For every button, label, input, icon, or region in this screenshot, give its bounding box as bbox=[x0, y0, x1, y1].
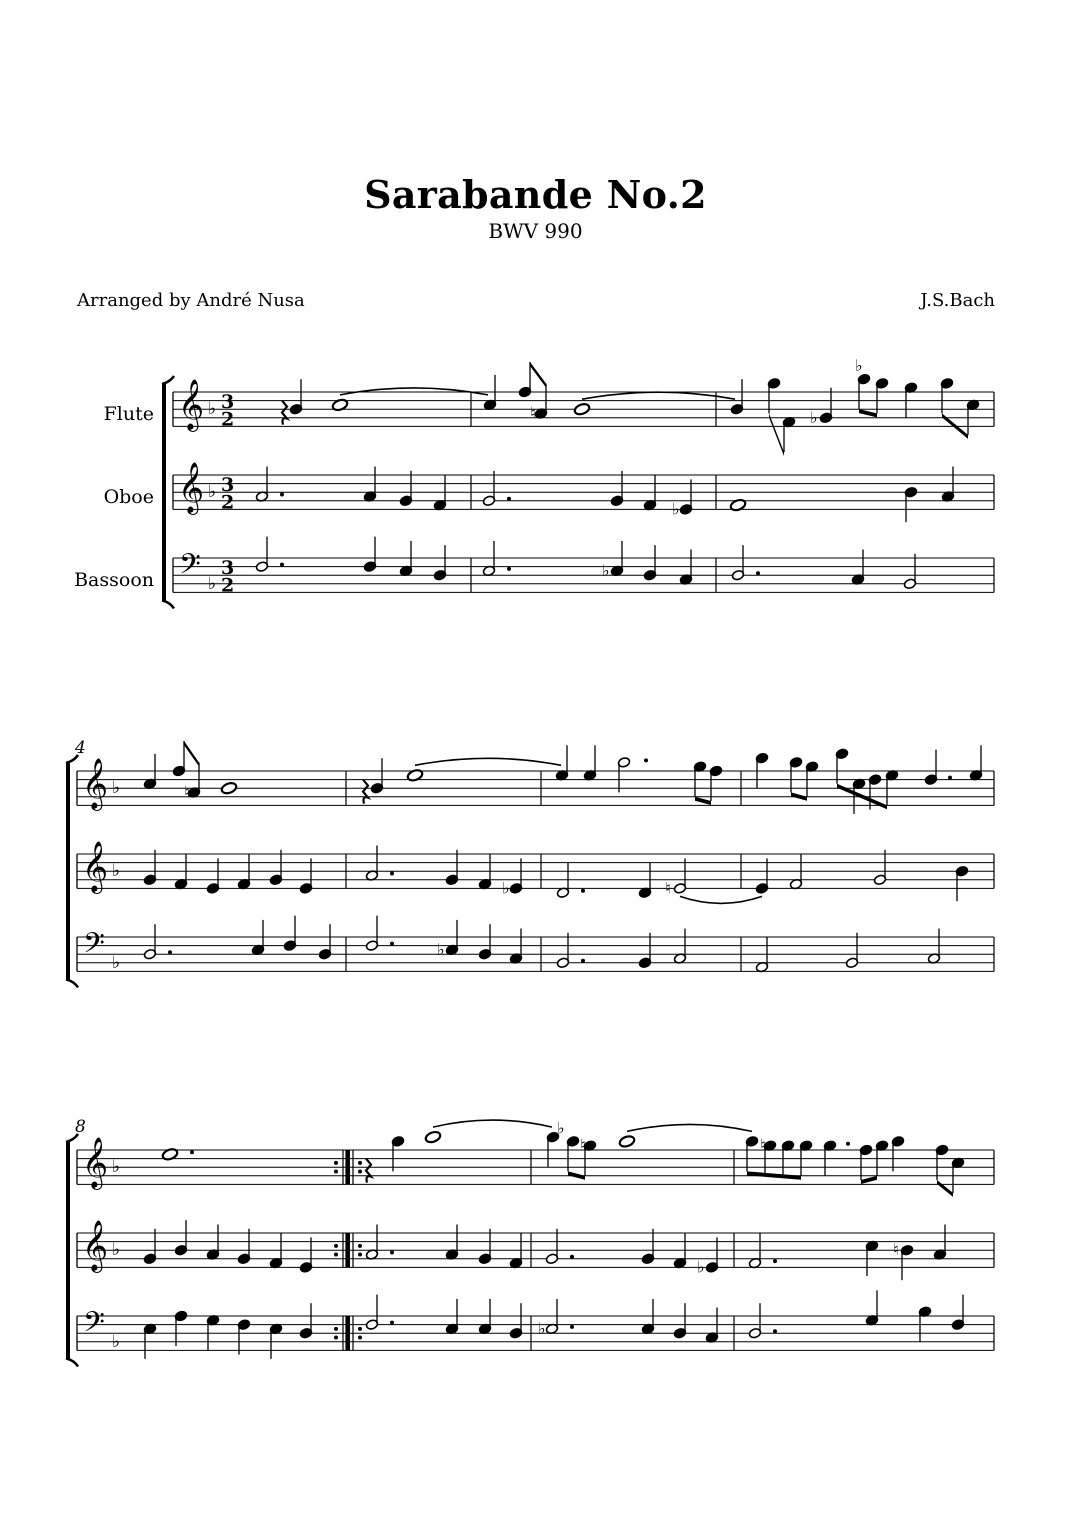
bracket-hook-top bbox=[162, 376, 174, 384]
note bbox=[318, 924, 331, 960]
note bbox=[206, 1315, 219, 1351]
augmentation-dot bbox=[358, 1170, 362, 1174]
note bbox=[363, 537, 376, 573]
note bbox=[269, 1233, 282, 1269]
note bbox=[143, 1229, 156, 1265]
note-head bbox=[161, 1147, 178, 1161]
note bbox=[478, 924, 491, 960]
note bbox=[299, 1303, 312, 1339]
flat-accidental: ♭ bbox=[855, 356, 863, 376]
note bbox=[679, 550, 692, 586]
flat-accidental: ♭ bbox=[697, 1257, 705, 1277]
note bbox=[237, 1229, 250, 1265]
augmentation-dot bbox=[644, 758, 648, 762]
augmentation-dot bbox=[334, 1170, 338, 1174]
key-signature-flat: ♭ bbox=[112, 1157, 121, 1178]
time-signature-denominator: 2 bbox=[221, 408, 235, 431]
augmentation-dot bbox=[390, 1251, 394, 1255]
note-head bbox=[424, 1130, 441, 1144]
note bbox=[556, 863, 569, 899]
key-signature-flat: ♭ bbox=[208, 573, 217, 594]
augmentation-dot bbox=[581, 959, 585, 963]
note bbox=[951, 1295, 964, 1331]
quarter-rest bbox=[282, 401, 287, 425]
beam bbox=[859, 409, 877, 417]
augmentation-dot bbox=[358, 1161, 362, 1165]
note bbox=[255, 537, 268, 573]
augmentation-dot bbox=[334, 1244, 338, 1248]
note bbox=[904, 382, 917, 418]
note bbox=[445, 1299, 458, 1335]
augmentation-dot bbox=[280, 563, 284, 567]
note bbox=[509, 1233, 522, 1269]
bracket-hook-bottom bbox=[162, 600, 174, 608]
note bbox=[875, 378, 888, 414]
augmentation-dot bbox=[358, 1253, 362, 1257]
augmentation-dot bbox=[390, 1321, 394, 1325]
note bbox=[643, 545, 656, 581]
bass-clef: 𝄢 bbox=[83, 1306, 105, 1346]
measure-number: 4 bbox=[75, 738, 86, 758]
augmentation-dot bbox=[390, 872, 394, 876]
measure-number: 8 bbox=[75, 1117, 86, 1137]
bracket-hook-bottom bbox=[66, 1358, 78, 1366]
augmentation-dot bbox=[507, 567, 511, 571]
note bbox=[641, 1299, 654, 1335]
note bbox=[679, 479, 692, 515]
note bbox=[174, 854, 187, 890]
key-signature-flat: ♭ bbox=[112, 778, 121, 799]
note bbox=[805, 761, 818, 797]
note bbox=[445, 1225, 458, 1261]
note bbox=[445, 850, 458, 886]
note bbox=[365, 1225, 378, 1261]
augmentation-dot bbox=[773, 1329, 777, 1333]
note bbox=[705, 1308, 718, 1344]
note bbox=[748, 1303, 761, 1339]
note bbox=[610, 471, 623, 507]
system-bracket bbox=[66, 1142, 70, 1358]
note bbox=[399, 541, 412, 577]
flat-accidental: ♭ bbox=[810, 407, 818, 427]
note bbox=[289, 379, 302, 415]
note bbox=[424, 1130, 441, 1144]
treble-clef: 𝄞 bbox=[82, 1220, 109, 1271]
augmentation-dot bbox=[507, 497, 511, 501]
tie bbox=[433, 1120, 552, 1127]
note bbox=[924, 750, 937, 786]
note bbox=[555, 745, 568, 781]
note bbox=[823, 1140, 836, 1176]
natural-accidental: ♮ bbox=[760, 1135, 766, 1155]
staff-oboe bbox=[77, 854, 994, 888]
page-title: Sarabande No.2 bbox=[364, 172, 707, 217]
note bbox=[445, 920, 458, 956]
tie bbox=[415, 758, 561, 765]
note bbox=[583, 745, 596, 781]
note bbox=[509, 858, 522, 894]
note bbox=[518, 362, 531, 398]
note bbox=[643, 475, 656, 511]
note bbox=[873, 850, 886, 886]
note bbox=[365, 916, 378, 952]
note bbox=[545, 1299, 558, 1335]
note bbox=[545, 1229, 558, 1265]
note bbox=[851, 550, 864, 586]
note bbox=[556, 933, 569, 969]
note bbox=[857, 373, 870, 409]
note bbox=[969, 745, 982, 781]
system-bracket bbox=[66, 763, 70, 979]
note bbox=[782, 416, 795, 452]
note bbox=[617, 757, 630, 793]
note bbox=[755, 752, 768, 788]
note bbox=[255, 467, 268, 503]
instrument-label-bassoon: Bassoon bbox=[74, 569, 154, 591]
tie bbox=[627, 1124, 752, 1131]
flat-accidental: ♭ bbox=[557, 1118, 565, 1138]
note bbox=[618, 1135, 635, 1149]
augmentation-dot bbox=[190, 1150, 194, 1154]
note bbox=[331, 398, 348, 412]
note bbox=[767, 378, 780, 414]
augmentation-dot bbox=[358, 1336, 362, 1340]
quarter-rest bbox=[366, 1159, 371, 1183]
time-signature-numerator: 3 bbox=[221, 557, 235, 580]
note bbox=[927, 929, 940, 965]
instrument-label-oboe: Oboe bbox=[103, 486, 154, 508]
note bbox=[573, 402, 590, 416]
flat-accidental: ♭ bbox=[437, 939, 445, 959]
augmentation-dot bbox=[846, 1142, 850, 1146]
staff-flute bbox=[77, 1150, 994, 1184]
note bbox=[143, 1323, 156, 1359]
beam bbox=[791, 792, 807, 800]
note bbox=[730, 379, 743, 415]
beam bbox=[747, 1171, 801, 1179]
augmentation-dot bbox=[334, 1253, 338, 1257]
note bbox=[370, 758, 383, 794]
beam bbox=[184, 741, 199, 767]
note bbox=[365, 846, 378, 882]
natural-accidental: ♮ bbox=[184, 782, 190, 802]
note bbox=[237, 854, 250, 890]
augmentation-dot bbox=[581, 889, 585, 893]
note-head bbox=[729, 498, 746, 512]
note bbox=[269, 1323, 282, 1359]
flat-accidental: ♭ bbox=[502, 878, 510, 898]
augmentation-dot bbox=[358, 1244, 362, 1248]
note bbox=[789, 854, 802, 890]
note bbox=[705, 1237, 718, 1273]
treble-clef: 𝄞 bbox=[82, 841, 109, 892]
augmentation-dot bbox=[773, 1259, 777, 1263]
note bbox=[903, 554, 916, 590]
note bbox=[406, 768, 423, 782]
note bbox=[955, 865, 968, 901]
note bbox=[748, 1233, 761, 1269]
note bbox=[534, 384, 547, 420]
note bbox=[673, 1233, 686, 1269]
note bbox=[174, 1220, 187, 1256]
flat-accidental: ♭ bbox=[672, 499, 680, 519]
treble-clef: 𝄞 bbox=[178, 379, 205, 430]
natural-accidental: ♮ bbox=[580, 1135, 586, 1155]
natural-accidental: ♮ bbox=[665, 878, 671, 898]
note bbox=[673, 1303, 686, 1339]
note bbox=[789, 757, 802, 793]
note bbox=[483, 375, 496, 411]
key-signature-flat: ♭ bbox=[112, 952, 121, 973]
bass-clef: 𝄢 bbox=[83, 927, 105, 967]
note bbox=[673, 858, 686, 894]
note bbox=[865, 1240, 878, 1276]
time-signature-denominator: 2 bbox=[221, 574, 235, 597]
key-signature-flat: ♭ bbox=[112, 861, 121, 882]
note bbox=[693, 761, 706, 797]
augmentation-dot bbox=[280, 493, 284, 497]
note bbox=[143, 754, 156, 790]
note bbox=[709, 765, 722, 801]
note bbox=[299, 1237, 312, 1273]
note bbox=[900, 1244, 913, 1280]
instrument-label-flute: Flute bbox=[103, 403, 154, 425]
augmentation-dot bbox=[334, 1161, 338, 1165]
note bbox=[918, 1306, 931, 1342]
quarter-rest bbox=[363, 780, 368, 804]
beam bbox=[861, 1176, 877, 1184]
note bbox=[845, 933, 858, 969]
note bbox=[904, 486, 917, 522]
note bbox=[220, 781, 237, 795]
note bbox=[638, 863, 651, 899]
note bbox=[935, 1144, 948, 1180]
note bbox=[363, 467, 376, 503]
time-signature-denominator: 2 bbox=[221, 491, 235, 514]
note bbox=[399, 471, 412, 507]
beam bbox=[937, 1180, 953, 1197]
note bbox=[745, 1136, 758, 1172]
note bbox=[865, 1290, 878, 1326]
note bbox=[482, 471, 495, 507]
augmentation-dot bbox=[390, 942, 394, 946]
note bbox=[933, 1225, 946, 1261]
note bbox=[269, 850, 282, 886]
repeat-thick-barline bbox=[346, 1316, 350, 1350]
augmentation-dot bbox=[948, 776, 952, 780]
time-signature-numerator: 3 bbox=[221, 474, 235, 497]
note-head bbox=[220, 781, 237, 795]
note bbox=[566, 1136, 579, 1172]
note bbox=[891, 1136, 904, 1172]
bracket-hook-bottom bbox=[66, 979, 78, 987]
note bbox=[799, 1140, 812, 1176]
note bbox=[478, 854, 491, 890]
treble-clef: 𝄞 bbox=[178, 462, 205, 513]
natural-accidental: ♮ bbox=[530, 403, 536, 423]
arranger-credit: Arranged by André Nusa bbox=[77, 290, 305, 311]
note bbox=[143, 850, 156, 886]
augmentation-dot bbox=[570, 1325, 574, 1329]
note bbox=[433, 475, 446, 511]
note bbox=[509, 929, 522, 965]
composer-credit: J.S.Bach bbox=[920, 290, 995, 311]
key-signature-flat: ♭ bbox=[112, 1331, 121, 1352]
note bbox=[835, 748, 848, 784]
note-head bbox=[406, 768, 423, 782]
tie bbox=[680, 896, 762, 903]
augmentation-dot bbox=[756, 571, 760, 575]
note bbox=[206, 1225, 219, 1261]
note bbox=[206, 858, 219, 894]
bass-clef: 𝄢 bbox=[179, 548, 201, 588]
key-signature-flat: ♭ bbox=[208, 482, 217, 503]
tie bbox=[340, 388, 488, 395]
note bbox=[365, 1295, 378, 1331]
note bbox=[482, 541, 495, 577]
note bbox=[859, 1144, 872, 1180]
natural-accidental: ♮ bbox=[893, 1240, 899, 1260]
beam bbox=[695, 797, 711, 805]
flat-accidental: ♭ bbox=[602, 560, 610, 580]
note bbox=[729, 498, 746, 512]
time-signature-numerator: 3 bbox=[221, 391, 235, 414]
note bbox=[172, 741, 185, 777]
note-head bbox=[618, 1135, 635, 1149]
beam bbox=[769, 413, 784, 456]
note bbox=[966, 399, 979, 435]
augmentation-dot bbox=[334, 1336, 338, 1340]
key-signature-flat: ♭ bbox=[112, 1240, 121, 1261]
note bbox=[478, 1229, 491, 1265]
note bbox=[237, 1319, 250, 1355]
note bbox=[478, 1299, 491, 1335]
flat-accidental: ♭ bbox=[538, 1318, 546, 1338]
repeat-thick-barline bbox=[346, 1233, 350, 1267]
augmentation-dot bbox=[168, 950, 172, 954]
note bbox=[433, 545, 446, 581]
augmentation-dot bbox=[334, 1327, 338, 1331]
beam bbox=[530, 362, 546, 388]
note bbox=[251, 920, 264, 956]
system-bracket bbox=[162, 384, 166, 600]
beam bbox=[568, 1171, 585, 1179]
note bbox=[755, 937, 768, 973]
treble-clef: 𝄞 bbox=[82, 1137, 109, 1188]
note bbox=[161, 1147, 178, 1161]
note bbox=[731, 545, 744, 581]
note bbox=[885, 770, 898, 806]
augmentation-dot bbox=[358, 1327, 362, 1331]
staff-oboe bbox=[173, 475, 994, 509]
tie bbox=[582, 392, 735, 399]
key-signature-flat: ♭ bbox=[208, 399, 217, 420]
note bbox=[638, 933, 651, 969]
augmentation-dot bbox=[570, 1255, 574, 1259]
note bbox=[391, 1136, 404, 1172]
note bbox=[143, 924, 156, 960]
note bbox=[641, 1229, 654, 1265]
treble-clef: 𝄞 bbox=[82, 758, 109, 809]
note bbox=[174, 1310, 187, 1346]
note-head bbox=[573, 402, 590, 416]
note-head bbox=[331, 398, 348, 412]
staff-bassoon bbox=[173, 558, 994, 592]
page-subtitle: BWV 990 bbox=[488, 219, 583, 243]
note bbox=[509, 1303, 522, 1339]
note bbox=[673, 929, 686, 965]
note bbox=[781, 1140, 794, 1176]
note bbox=[283, 916, 296, 952]
note bbox=[819, 388, 832, 424]
note bbox=[610, 541, 623, 577]
note bbox=[941, 467, 954, 503]
repeat-thick-barline bbox=[346, 1150, 350, 1184]
note bbox=[755, 858, 768, 894]
note bbox=[875, 1140, 888, 1176]
note bbox=[940, 378, 953, 414]
note bbox=[951, 1157, 964, 1193]
note bbox=[299, 858, 312, 894]
